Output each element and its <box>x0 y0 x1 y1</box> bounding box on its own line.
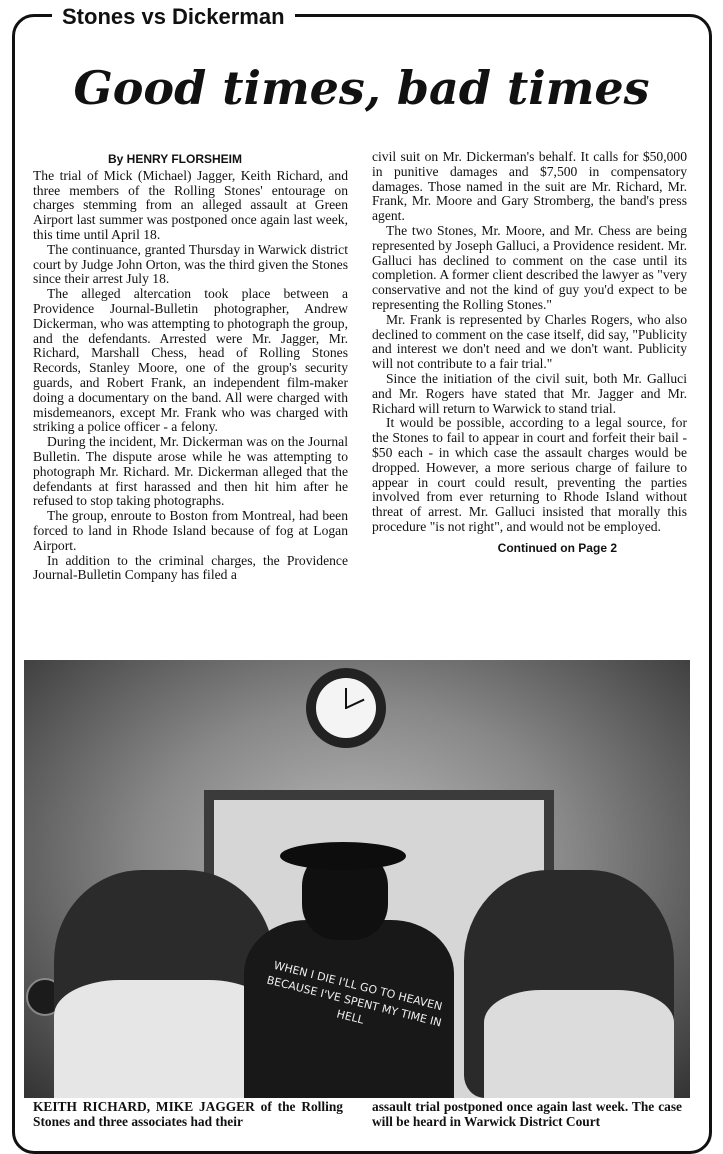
paragraph: The alleged altercation took place between a Providence Journal-Bulletin photographer, Andrew Dickerman, who was attempting to photograph the group, and the defendants. Arrested were Mr. Jagger, Mr. Richard, Marshall Chess, head of Rolling Stones Records, Stanley Moore, one of the group's security guards, and Robert Frank, an independent film-maker doing a documentary on the band. All were charged with misdemeanors, except Mr. Frank who was charged with striking a police officer - a felony. <box>33 286 348 435</box>
photo-caption-left: KEITH RICHARD, MIKE JAGGER of the Rolling Stones and three associates had their <box>33 1099 343 1129</box>
headline: Good times, bad times <box>73 61 650 115</box>
paragraph: In addition to the criminal charges, the Providence Journal-Bulletin Company has filed a <box>33 552 348 583</box>
paragraph: The continuance, granted Thursday in Warwick district court by Judge John Orton, was the third given the Stones since their arrest July 18. <box>33 241 348 287</box>
left-column <box>33 152 348 583</box>
clock-minute-hand <box>346 699 365 709</box>
paragraph: The trial of Mick (Michael) Jagger, Keith Richard, and three members of the Rolling Stones' entourage on charges stemming from an alleged assault at Green Airport last summer was postponed once again last week, this time until April 18. <box>33 167 348 242</box>
clock-face <box>316 678 376 738</box>
person-center-hat <box>280 842 406 870</box>
paragraph: civil suit on Mr. Dickerman's behalf. It calls for $50,000 in punitive damages and $7,500 in compensatory damages. Those named in the suit are Mr. Richard, Mr. Frank, Mr. Moore and Gary Stromberg, the band's press agent. <box>372 149 687 224</box>
paragraph: During the incident, Mr. Dickerman was on the Journal Bulletin. The dispute arose while he was attempting to photograph Mr. Richard. Mr. Dickerman alleged that the defendants at first harassed and then hit him after he refused to stop taking photographs. <box>33 434 348 509</box>
person-left-shirt <box>54 980 274 1098</box>
jacket-slogan: WHEN I DIE I'LL GO TO HEAVEN BECAUSE I'VE SPENT MY TIME IN HELL <box>265 958 444 1030</box>
paragraph: The two Stones, Mr. Moore, and Mr. Chess are being represented by Joseph Galluci, a Providence resident. Mr. Galluci has declined to comment on the case until its completion. A former client described the lawyer as "very conservative and not the kind of guy you'd expect to be representing the Rolling Stones." <box>372 222 687 312</box>
section-label: Stones vs Dickerman <box>52 4 295 30</box>
byline: By HENRY FLORSHEIM <box>108 152 243 166</box>
paragraph: It would be possible, according to a legal source, for the Stones to fail to appear in court and forfeit their bail - $50 each - in which case the assault charges would be dropped. However, a more serious charge of failure to appear in court could result, preventing the parties involved from ever returning to Rhode Island without threat of arrest. Mr. Galluci insisted that morally this procedure "is not right", and would not be employed. <box>372 415 687 534</box>
person-right-shirt <box>484 990 674 1098</box>
news-photo <box>24 660 690 1098</box>
continued-note: Continued on Page 2 <box>497 540 617 555</box>
wall-clock <box>306 668 386 748</box>
paragraph: Mr. Frank is represented by Charles Rogers, who also declined to comment on the case itself, did say, "Publicity and interest we don't need and we don't want. Publicity will not contribute to a fair trial." <box>372 311 687 372</box>
right-column <box>372 150 687 556</box>
photo-caption-right: assault trial postponed once again last week. The case will be heard in Warwick District Court <box>372 1099 682 1129</box>
paragraph: The group, enroute to Boston from Montreal, had been forced to land in Rhode Island because of fog at Logan Airport. <box>33 508 348 553</box>
paragraph: Since the initiation of the civil suit, both Mr. Galluci and Mr. Rogers have stated that Mr. Jagger and Mr. Richard will return to Warwick to stand trial. <box>372 370 687 416</box>
